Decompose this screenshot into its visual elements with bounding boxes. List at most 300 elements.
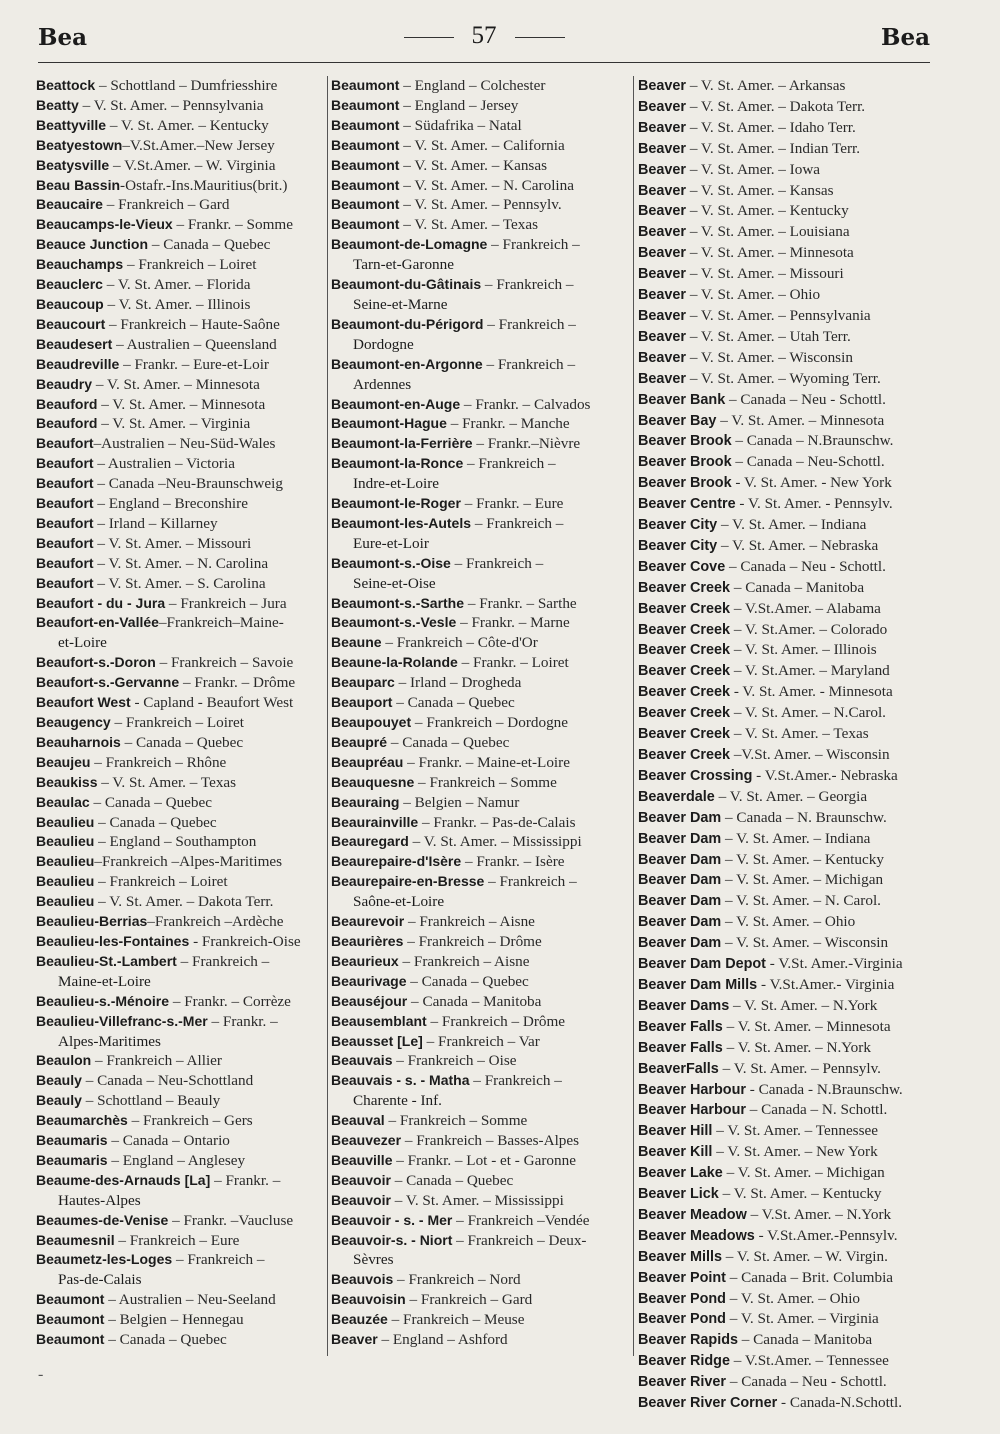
gazetteer-entry [331, 96, 631, 116]
entry-headword: Beaver Creek [638, 621, 731, 638]
gazetteer-entry [331, 633, 631, 653]
gazetteer-entry [36, 753, 324, 773]
gazetteer-entry [638, 452, 938, 473]
gazetteer-entry [331, 136, 631, 156]
entry-location: - V.St.Amer.- Virginia [757, 975, 895, 993]
entry-headword: Beaver [638, 119, 687, 136]
entry-headword: Beaver Creek [638, 663, 731, 680]
entry-location: – Frankr. – [210, 1171, 281, 1189]
entry-headword: Beaver [638, 224, 687, 241]
gazetteer-entry [36, 195, 324, 215]
entry-headword: Beaver Creek [638, 642, 731, 659]
entry-location: – Frankreich – Loiret [110, 714, 244, 731]
entry-location: – Australien – Queensland [112, 335, 277, 353]
entry-headword: Beauséjour [331, 992, 408, 1009]
entry-headword: Beaver [638, 203, 687, 220]
entry-headword: Beauvais [331, 1052, 393, 1069]
entry-location: – Frankreich – Somme [414, 773, 557, 791]
entry-location: - Canada-N.Schottl. [777, 1394, 903, 1412]
gazetteer-entry [331, 932, 631, 952]
entry-headword: Beaumont-Hague [331, 415, 447, 432]
entry-headword: Beaugency [36, 714, 111, 730]
gazetteer-entry [36, 156, 324, 176]
gazetteer-entry [331, 355, 631, 395]
entry-headword: Beaver Bank [638, 391, 726, 408]
entry-location: –Australien – Neu-Süd-Wales [93, 435, 276, 453]
entry-headword: Beaver [638, 140, 687, 157]
gazetteer-entry [36, 1111, 324, 1131]
gazetteer-entry [36, 594, 324, 614]
gazetteer-entry [331, 235, 631, 275]
entry-location: – V. St. Amer. – N. Carolina [399, 176, 574, 194]
gazetteer-entry [638, 222, 938, 243]
gazetteer-entry [638, 243, 938, 264]
entry-location: – V. St. Amer. – Mississippi [390, 1191, 564, 1209]
gazetteer-entry [331, 454, 631, 494]
entry-location: – Frankreich – [471, 514, 564, 532]
entry-location: –V.St. Amer. – Wisconsin [730, 746, 890, 763]
gazetteer-entry [638, 557, 938, 578]
gazetteer-entry [638, 1289, 938, 1310]
gazetteer-entry [638, 536, 938, 557]
gazetteer-entry [331, 773, 631, 793]
gazetteer-entry [638, 264, 938, 285]
entry-continuation: Maine-et-Loire [58, 972, 151, 990]
gazetteer-entry [36, 474, 324, 494]
entry-location: – V. St. Amer. – Missouri [686, 265, 844, 283]
entry-location: – Frankr. – Eure [460, 495, 564, 513]
header-dash-left [404, 37, 454, 38]
entry-location: – V. St. Amer. – Virginia [97, 415, 251, 433]
entry-location: – V. St. Amer. – Michigan [722, 1164, 885, 1182]
entry-headword: Beaudry [36, 375, 93, 392]
gazetteer-entry [36, 832, 324, 852]
header-rule [38, 62, 930, 63]
entry-location: – V.St.Amer. – Alabama [730, 599, 881, 617]
entry-location: - Capland - Beaufort West [130, 694, 294, 712]
entry-headword: Beaver Kill [638, 1144, 713, 1161]
entry-location: – Frankreich – Dordogne [411, 714, 569, 731]
gazetteer-entry [36, 1091, 324, 1111]
entry-location: – Frankr. – Pas-de-Calais [418, 813, 576, 831]
gazetteer-entry [36, 395, 324, 415]
gazetteer-entry [638, 1142, 938, 1163]
entry-headword: Beaver Brook [638, 454, 732, 471]
gazetteer-entry [331, 653, 631, 673]
gazetteer-entry [36, 1151, 324, 1171]
gazetteer-entry [36, 1131, 324, 1151]
gazetteer-entry [36, 255, 324, 275]
entry-headword: Beauharnois [36, 733, 121, 750]
gazetteer-entry [638, 160, 938, 181]
entry-location: – V. St. Amer. – Indiana [721, 829, 871, 847]
entry-headword: Beaver [638, 328, 687, 345]
gazetteer-entry [638, 1205, 938, 1226]
entry-location: – V. St. Amer. – Ohio [725, 1289, 861, 1307]
entry-headword: Beaufort [36, 574, 94, 591]
gazetteer-entry [638, 870, 938, 891]
entry-location: – V. St. Amer. – Illinois [730, 641, 877, 659]
entry-location: – Frankreich – Savoie [155, 654, 294, 672]
entry-continuation: Seine-et-Oise [353, 574, 436, 592]
entry-headword: Beattock [36, 77, 96, 93]
entry-headword: Beaulieu [36, 833, 95, 850]
gazetteer-entry [331, 1131, 631, 1151]
gazetteer-entry [331, 156, 631, 176]
entry-headword: Beaver [638, 370, 687, 387]
gazetteer-entry [638, 703, 938, 724]
gazetteer-entry [36, 494, 324, 514]
entry-location: –Frankreich –Ardèche [147, 913, 284, 931]
entry-headword: Beaumont-les-Autels [331, 514, 472, 531]
gazetteer-entry [331, 1171, 631, 1191]
entry-continuation: Charente - Inf. [353, 1092, 442, 1110]
entry-location: – V. St. Amer. – N.York [729, 996, 878, 1014]
entry-headword: Beaver Dam [638, 809, 722, 826]
entry-headword: Beaumont [36, 1331, 105, 1348]
entry-continuation: Dordogne [353, 335, 414, 353]
entry-location: – Frankreich – Drôme [403, 932, 542, 950]
entry-headword: Beaufort [36, 534, 94, 551]
entry-location: – Frankreich – Meuse [387, 1311, 525, 1329]
entry-location: – V.St.Amer. – Tennessee [729, 1352, 889, 1370]
entry-location: – Canada – Quebec [392, 694, 515, 712]
entry-headword: Beauly [36, 1072, 82, 1089]
gazetteer-entry [638, 390, 938, 411]
entry-headword: Beaurepaire-en-Bresse [331, 873, 485, 890]
gazetteer-entry [36, 813, 324, 833]
entry-location: – Frankreich – [481, 276, 574, 294]
gazetteer-entry [638, 118, 938, 139]
entry-headword: Beaujeu [36, 753, 91, 770]
gazetteer-entry [638, 912, 938, 933]
entry-continuation: Tarn-et-Garonne [353, 256, 454, 274]
entry-location: – V.St.Amer. – W. Virginia [109, 156, 276, 174]
entry-headword: Beaver [638, 245, 687, 262]
entry-headword: Beaver River Corner [638, 1395, 778, 1412]
entry-headword: Beaumont-du-Périgord [331, 315, 484, 332]
gazetteer-entry [638, 661, 938, 682]
entry-location: – V. St. Amer. – Mississippi [408, 833, 582, 851]
entry-headword: Beaver Falls [638, 1018, 723, 1035]
entry-location: – V. St. Amer. – Wisconsin [721, 934, 889, 952]
entry-headword: Beaune [331, 634, 382, 651]
entry-headword: Beaver Creek [638, 600, 731, 617]
gazetteer-entry [36, 434, 324, 454]
entry-location: – Canada – Quebec [390, 1171, 514, 1189]
entry-headword: Beauvoir [331, 1191, 391, 1208]
entry-headword: Beaudreville [36, 355, 120, 372]
entry-headword: Beaver [638, 161, 687, 178]
entry-headword: Beaulieu-s.-Ménoire [36, 992, 170, 1009]
entry-location: – V. St. Amer. – Ohio [686, 286, 821, 304]
entry-headword: Beatyestown [36, 136, 123, 153]
entry-headword: Beaver City [638, 537, 718, 554]
gazetteer-entry [36, 1171, 324, 1211]
entry-headword: Beauvoir-s. - Niort [331, 1231, 453, 1248]
entry-location: – V. St. Amer. – Wyoming Terr. [686, 369, 881, 387]
gazetteer-entry [638, 411, 938, 432]
entry-headword: Beauly [36, 1092, 82, 1109]
entry-headword: Beaver Point [638, 1269, 726, 1286]
entry-headword: Beaurevoir [331, 913, 405, 930]
gazetteer-entry [36, 414, 324, 434]
entry-location: – Frankreich – Rhône [90, 753, 227, 771]
entry-location: – Frankreich – Gard [405, 1291, 533, 1309]
gazetteer-entry [638, 139, 938, 160]
entry-headword: Beaver Dam [638, 914, 722, 931]
entry-continuation: Eure-et-Loir [353, 534, 429, 552]
entry-location: – V. St. Amer. – Minnesota [686, 244, 854, 262]
gazetteer-entry [331, 1071, 631, 1111]
entry-headword: Beaver Lick [638, 1186, 719, 1203]
gazetteer-entry [638, 1163, 938, 1184]
entry-location: – Canada –Neu-Braunschweig [93, 475, 283, 493]
entry-location: – Frankr. – Maine-et-Loire [403, 753, 570, 771]
entry-location: – Canada – Neu - Schottl. [725, 557, 886, 575]
entry-location: – Frankreich – Aisne [404, 913, 535, 931]
gazetteer-entry [36, 215, 324, 235]
entry-location: – V.St. Amer. – N.York [746, 1205, 892, 1223]
entry-headword: Beaufort West [36, 694, 131, 711]
gazetteer-entry [331, 395, 631, 415]
entry-location: – Frankreich –Vendée [452, 1211, 590, 1229]
entry-location: – Frankreich – Drôme [426, 1012, 566, 1030]
gazetteer-entry [36, 892, 324, 912]
entry-headword: Beaurepaire-d'Isère [331, 853, 462, 870]
entry-headword: Beaver Pond [638, 1311, 726, 1328]
entry-headword: Beaufort-s.-Doron [36, 654, 156, 671]
entry-location: – V. St. Amer. – Illinois [103, 295, 251, 313]
gazetteer-entry [638, 850, 938, 871]
gazetteer-entry [331, 1270, 631, 1290]
entry-location: – V. St. Amer. – N.Carol. [730, 704, 886, 722]
gazetteer-entry [36, 653, 324, 673]
page-number: 57 [471, 22, 497, 49]
entry-headword: Beaumesnil [36, 1231, 115, 1248]
entry-location: – V. St.Amer. – Colorado [730, 620, 888, 638]
entry-location: – V. St. Amer. – Pennsylv. [399, 196, 562, 214]
entry-headword: Beaver Creek [638, 726, 731, 743]
entry-location: – V. St. Amer. – Georgia [714, 787, 868, 805]
gazetteer-entry [331, 1231, 631, 1271]
entry-location: – V. St. Amer. – Arkansas [686, 77, 846, 94]
entry-location: – Frankreich – Loiret [123, 256, 257, 274]
entry-headword: Beaufort [36, 455, 94, 472]
entry-location: – V. St. Amer. – Utah Terr. [686, 327, 851, 345]
gazetteer-entry [638, 1268, 938, 1289]
entry-location: – V. St. Amer. – Michigan [721, 871, 884, 889]
entry-headword: Beauparc [331, 674, 395, 691]
entry-location: – Canada – Neu - Schottl. [726, 1373, 887, 1391]
entry-headword: Beaufort [36, 475, 94, 492]
gazetteer-entry [36, 1231, 324, 1251]
entry-location: – Canada – N. Braunschw. [721, 808, 887, 826]
entry-headword: Beaver Meadow [638, 1206, 747, 1223]
entry-headword: Beauford [36, 415, 98, 432]
entry-location: – Frankreich – Jura [165, 594, 287, 612]
gazetteer-entry [36, 295, 324, 315]
gazetteer-entry [638, 1330, 938, 1351]
gazetteer-entry [331, 434, 631, 454]
entry-location: – V. St. Amer. – Nebraska [717, 536, 879, 554]
gazetteer-entry [638, 1226, 938, 1247]
entry-location: - V.St.Amer.-Pennsylv. [754, 1226, 898, 1244]
gazetteer-entry [638, 348, 938, 369]
entry-location: – Canada – Brit. Columbia [725, 1268, 894, 1286]
gazetteer-entry [638, 1038, 938, 1059]
entry-headword: Beaumont [331, 156, 400, 173]
entry-headword: Beaver Creek [638, 579, 731, 596]
entry-location: – V. St. Amer. – Dakota Terr. [94, 893, 274, 911]
entry-headword: Beaumaris [36, 1151, 108, 1168]
entry-headword: Beaver Dam Mills [638, 976, 758, 993]
entry-headword: Beaumont-de-Lomagne [331, 236, 488, 253]
entry-location: – Frankr. – Calvados [460, 395, 591, 413]
entry-location: – Frankreich – [463, 455, 556, 473]
entry-location: - V. St. Amer. - Pennsylv. [735, 495, 893, 513]
gazetteer-entry [331, 594, 631, 614]
entry-headword: Beaver Crossing [638, 767, 753, 784]
entry-location: – Canada – Quebec [148, 236, 271, 254]
gazetteer-entry [638, 1247, 938, 1268]
entry-location: – Frankr. – Somme [172, 216, 293, 234]
gazetteer-column-1 [36, 76, 324, 1350]
gazetteer-entry [638, 369, 938, 390]
entry-headword: Beaver Dam [638, 872, 722, 889]
gazetteer-entry [331, 852, 631, 872]
running-head-right: Bea [881, 24, 930, 51]
gazetteer-entry [638, 766, 938, 787]
gazetteer-entry [331, 554, 631, 594]
entry-headword: Beaurières [331, 932, 404, 949]
entry-location: – V. St. Amer. – Texas [97, 773, 237, 791]
entry-headword: Beaupré [331, 733, 388, 750]
entry-headword: Beaver [638, 349, 687, 366]
entry-headword: Beaumont-la-Ronce [331, 455, 464, 472]
entry-headword: Beausset [Le] [331, 1032, 423, 1049]
gazetteer-entry [36, 1290, 324, 1310]
gazetteer-entry [638, 76, 938, 97]
gazetteer-entry [638, 494, 938, 515]
gazetteer-entry [331, 952, 631, 972]
entry-location: – V. St. Amer. – Ohio [721, 913, 856, 931]
entry-location: – Frankr. – Loiret [457, 654, 569, 672]
gazetteer-entry [36, 534, 324, 554]
gazetteer-entry [638, 829, 938, 850]
gazetteer-entry [36, 1211, 324, 1231]
gazetteer-entry [36, 952, 324, 992]
gazetteer-entry [638, 97, 938, 118]
gazetteer-column-3 [638, 76, 938, 1414]
gazetteer-entry [638, 975, 938, 996]
gazetteer-entry [36, 375, 324, 395]
gazetteer-entry [638, 285, 938, 306]
entry-location: – Frankr. – Manche [446, 415, 570, 433]
entry-location: – V. St. Amer. – Virginia [725, 1310, 879, 1328]
entry-location: – England – Southampton [94, 833, 257, 851]
entry-headword: Beaufort-en-Vallée [36, 614, 159, 631]
gazetteer-entry [638, 1100, 938, 1121]
entry-location: – V. St. Amer. – Dakota Terr. [686, 97, 866, 115]
entry-location: - V. St. Amer. - Minnesota [730, 683, 893, 701]
entry-location: – Frankreich – Loiret [94, 873, 228, 891]
entry-headword: Beaver Harbour [638, 1102, 746, 1119]
entry-headword: Beaulac [36, 793, 90, 810]
entry-location: – V. St. Amer. – Minnesota [716, 411, 885, 429]
gazetteer-entry [36, 176, 324, 196]
entry-location: – V. St. Amer. – Kentucky [721, 850, 884, 868]
entry-location: – V. St. Amer. – Missouri [93, 534, 252, 552]
gazetteer-entry [331, 414, 631, 434]
entry-location: – Frankr. –Vaucluse [168, 1211, 294, 1229]
gazetteer-entry [36, 355, 324, 375]
entry-location: – Schottland – Dumfriesshire [95, 77, 278, 94]
entry-location: – England – Ashford [377, 1331, 508, 1349]
gazetteer-entry [36, 773, 324, 793]
gazetteer-entry [36, 693, 324, 713]
entry-headword: Beaver Centre [638, 496, 736, 513]
gazetteer-entry [331, 275, 631, 315]
entry-headword: Beaver Dams [638, 997, 730, 1014]
entry-location: – V. St. Amer. – N. Carolina [93, 554, 269, 572]
entry-headword: Beatty [36, 96, 79, 113]
entry-location: – Frankr. – Sarthe [464, 594, 577, 612]
entry-location: –Frankreich–Maine- [158, 614, 284, 632]
gazetteer-entry [638, 1059, 938, 1080]
gazetteer-entry [638, 787, 938, 808]
entry-location: – V. St. Amer. – Pennsylvania [686, 306, 871, 324]
gazetteer-entry [331, 494, 631, 514]
entry-headword: Beaver [331, 1331, 378, 1348]
entry-location: – Frankreich – [487, 236, 580, 254]
entry-headword: Beaucaire [36, 196, 103, 213]
entry-headword: Beaufort-s.-Gervanne [36, 674, 180, 691]
gazetteer-entry [638, 1372, 938, 1393]
gazetteer-entry [36, 733, 324, 753]
entry-headword: BeaverFalls [638, 1060, 719, 1077]
gazetteer-entry [638, 808, 938, 829]
entry-headword: Beaulieu-Berrias [36, 913, 148, 930]
entry-headword: Beaufort [36, 435, 94, 452]
gazetteer-entry [638, 327, 938, 348]
entry-location: – England – Anglesey [107, 1151, 246, 1169]
entry-location: – Frankr. – Corrèze [169, 992, 291, 1010]
entry-continuation: Sèvres [353, 1251, 394, 1269]
entry-headword: Beaumont-en-Argonne [331, 355, 483, 372]
gazetteer-entry [638, 640, 938, 661]
entry-headword: Beaumont [331, 136, 400, 153]
entry-location: – Canada – Quebec [89, 793, 212, 811]
entry-location: – V. St. Amer. – Pennsylv. [718, 1059, 881, 1077]
entry-location: – Canada – N. Schottl. [745, 1101, 888, 1119]
entry-headword: Beaulieu [36, 813, 95, 830]
entry-continuation: et-Loire [58, 634, 107, 652]
gazetteer-entry [638, 682, 938, 703]
entry-location: – Südafrika – Natal [399, 116, 522, 134]
gazetteer-entry [331, 832, 631, 852]
entry-location: – V. St. Amer. – Kentucky [106, 116, 269, 134]
gazetteer-entry [36, 932, 324, 952]
gazetteer-entry [638, 954, 938, 975]
entry-location: – Frankreich – Var [422, 1032, 540, 1050]
entry-location: – V. St. Amer. – Texas [730, 725, 869, 743]
gazetteer-entry [331, 76, 631, 96]
entry-headword: Beauford [36, 395, 98, 412]
entry-location: – V. St. Amer. – Minnesota [722, 1017, 891, 1035]
gazetteer-entry [36, 116, 324, 136]
gazetteer-entry [331, 733, 631, 753]
